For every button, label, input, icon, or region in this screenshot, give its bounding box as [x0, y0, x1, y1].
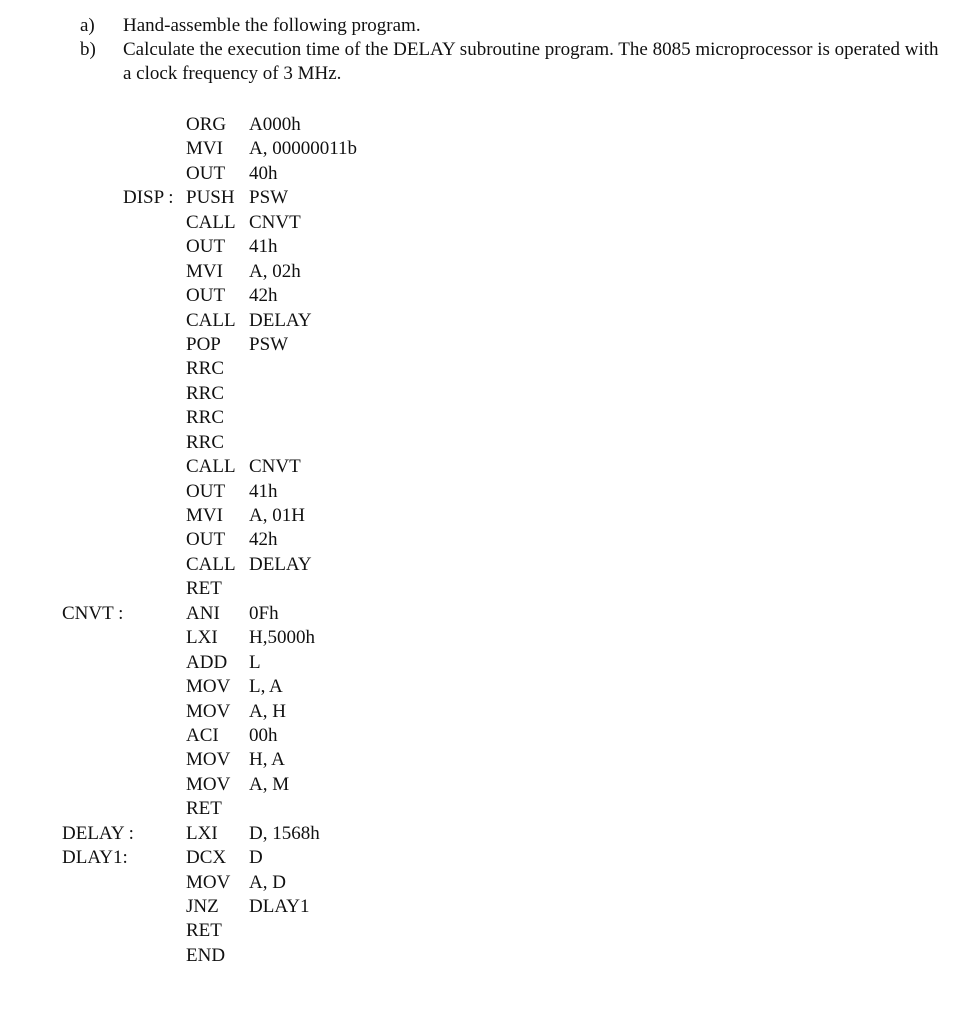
program-line	[0, 577, 972, 601]
program-line	[0, 333, 972, 357]
program-line	[0, 309, 972, 333]
program-line	[0, 528, 972, 552]
program-line	[0, 137, 972, 161]
program-line	[0, 186, 972, 210]
question-marker: b)	[80, 39, 96, 60]
program-mnemonic: ANI	[186, 602, 220, 624]
program-line	[0, 919, 972, 943]
program-mnemonic: POP	[186, 333, 221, 355]
program-mnemonic: RET	[186, 798, 222, 820]
program-operand: L, A	[249, 676, 283, 698]
program-operand: A, 00000011b	[249, 138, 358, 160]
program-mnemonic: JNZ	[186, 896, 219, 917]
program-mnemonic: MVI	[186, 138, 223, 160]
program-line	[0, 773, 972, 797]
program-operand: CNVT	[249, 211, 301, 233]
program-operand: A, H	[249, 700, 286, 722]
program-line	[0, 822, 972, 846]
program-mnemonic: END	[186, 944, 226, 966]
program-operand: D, 1568h	[249, 822, 320, 844]
program-operand: H,5000h	[249, 627, 315, 649]
program-operand: A, 01H	[249, 505, 305, 526]
program-mnemonic: ADD	[186, 651, 228, 673]
program-operand: A, M	[249, 773, 290, 795]
program-operand: DELAY	[249, 553, 312, 575]
program-operand: 41h	[249, 480, 278, 502]
program-line	[0, 553, 972, 577]
question-text: Calculate the execution time of the DELAY subroutine program. The 8085 microprocessor is operated with a clock frequency of 3 MHz.	[123, 39, 939, 84]
program-line	[0, 797, 972, 821]
program-line	[0, 284, 972, 308]
program-mnemonic: MVI	[186, 505, 223, 526]
program-line	[0, 480, 972, 504]
program-mnemonic: MOV	[186, 773, 231, 795]
program-operand: H, A	[249, 749, 285, 771]
program-mnemonic: MOV	[186, 749, 231, 771]
program-operand: 00h	[249, 724, 278, 746]
program-mnemonic: PUSH	[186, 187, 235, 209]
program-operand: PSW	[249, 333, 289, 355]
program-operand: CNVT	[249, 456, 301, 478]
program-mnemonic: MOV	[186, 871, 231, 893]
program-line	[0, 895, 972, 919]
program-mnemonic: DCX	[186, 847, 227, 869]
program-mnemonic: OUT	[186, 236, 226, 258]
program-line	[0, 700, 972, 724]
program-mnemonic: MVI	[186, 260, 223, 282]
program-line	[0, 406, 972, 430]
program-mnemonic: RRC	[186, 358, 225, 380]
program-mnemonic: RRC	[186, 382, 225, 404]
program-operand: 41h	[249, 236, 278, 258]
program-mnemonic: MOV	[186, 676, 231, 698]
program-line	[0, 113, 972, 137]
program-mnemonic: CALL	[186, 309, 236, 331]
program-mnemonic: OUT	[186, 480, 226, 502]
program-operand: L	[249, 651, 261, 673]
question-a	[80, 14, 940, 38]
program-mnemonic: LXI	[186, 822, 218, 844]
program-line	[0, 871, 972, 895]
program-mnemonic: RET	[186, 578, 222, 600]
program-label: DLAY1:	[62, 847, 128, 869]
program-mnemonic: ACI	[186, 724, 219, 746]
program-operand: A, D	[249, 871, 286, 893]
program-mnemonic: LXI	[186, 627, 218, 649]
program-line	[0, 602, 972, 626]
question-marker: a)	[80, 15, 95, 36]
program-line	[0, 846, 972, 870]
program-mnemonic: OUT	[186, 529, 226, 551]
program-operand: 40h	[249, 162, 278, 184]
program-label: CNVT :	[62, 602, 124, 624]
program-line	[0, 504, 972, 528]
program-line	[0, 260, 972, 284]
program-line	[0, 748, 972, 772]
program-line	[0, 162, 972, 186]
program-operand: 42h	[249, 285, 278, 307]
program-operand: A, 02h	[249, 260, 301, 282]
question-text: Hand-assemble the following program.	[123, 15, 421, 36]
program-mnemonic: RET	[186, 920, 222, 942]
program-mnemonic: CALL	[186, 456, 236, 478]
program-operand: A000h	[249, 114, 301, 135]
program-operand: D	[249, 847, 263, 869]
program-mnemonic: CALL	[186, 211, 236, 233]
program-mnemonic: CALL	[186, 553, 236, 575]
program-mnemonic: ORG	[186, 114, 227, 135]
program-line	[0, 944, 972, 968]
program-mnemonic: OUT	[186, 285, 226, 307]
question-list	[80, 14, 940, 86]
program-operand: DELAY	[249, 309, 312, 331]
program-line	[0, 382, 972, 406]
program-operand: DLAY1	[249, 896, 310, 917]
program-mnemonic: MOV	[186, 700, 231, 722]
question-b	[80, 38, 940, 86]
program-line	[0, 675, 972, 699]
program-mnemonic: RRC	[186, 431, 225, 453]
program-mnemonic: RRC	[186, 407, 225, 429]
program-line	[0, 235, 972, 259]
assembly-program-listing	[0, 113, 972, 968]
program-operand: 42h	[249, 529, 278, 551]
program-mnemonic: OUT	[186, 162, 226, 184]
program-line	[0, 211, 972, 235]
program-label: DISP :	[123, 187, 174, 209]
program-line	[0, 724, 972, 748]
program-line	[0, 455, 972, 479]
program-line	[0, 431, 972, 455]
program-label: DELAY :	[62, 822, 134, 844]
program-operand: 0Fh	[249, 602, 279, 624]
program-line	[0, 357, 972, 381]
program-line	[0, 626, 972, 650]
program-line	[0, 651, 972, 675]
program-operand: PSW	[249, 187, 289, 209]
